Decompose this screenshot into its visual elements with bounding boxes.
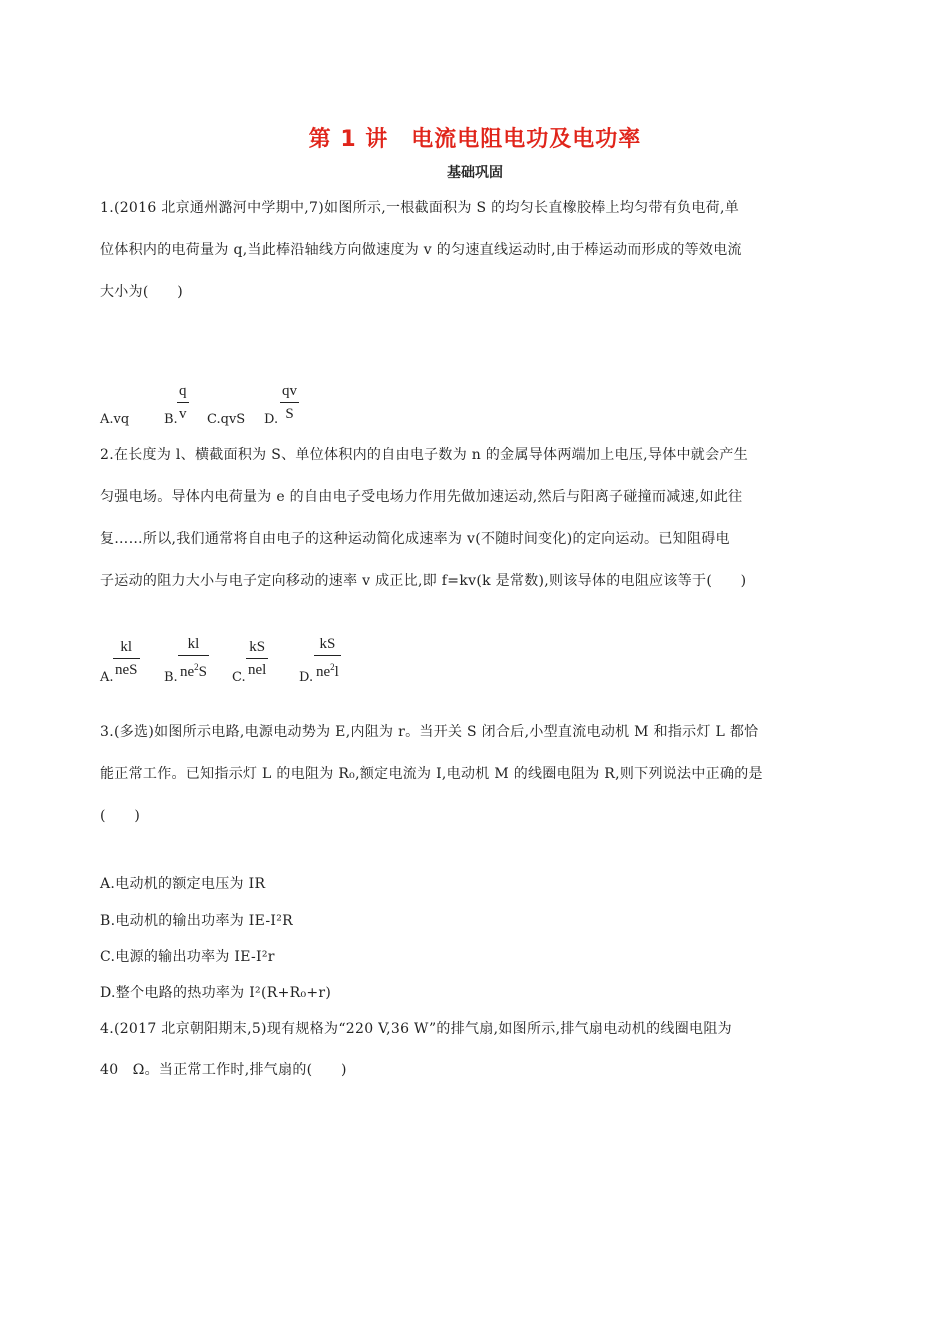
q1-text-line-3: 大小为( ) bbox=[100, 284, 184, 300]
fraction-numerator: kS bbox=[319, 636, 336, 652]
denominator-exponent: 2 bbox=[194, 662, 199, 672]
q2-option-c-fraction bbox=[246, 638, 268, 679]
page-title: 第 1 讲 电流电阻电功及电功率 bbox=[308, 127, 642, 152]
fraction-denominator: S bbox=[285, 406, 294, 422]
q2-option-d-fraction bbox=[314, 635, 341, 681]
fraction-numerator: kS bbox=[249, 639, 266, 655]
q3-option-d: D.整个电路的热功率为 I²(R+R₀+r) bbox=[100, 985, 332, 1001]
q2-option-b-fraction bbox=[178, 635, 209, 681]
q2-option-b-label: B. bbox=[164, 670, 178, 685]
q1-option-b-fraction bbox=[177, 382, 189, 423]
q3-option-a: A.电动机的额定电压为 IR bbox=[100, 876, 266, 892]
q2-text-line-4: 子运动的阻力大小与电子定向移动的速率 v 成正比,即 f=kv(k 是常数),则该导体的电阻应该等于( ) bbox=[100, 573, 747, 589]
q4-text-line-1: 4.(2017 北京朝阳期末,5)现有规格为“220 V,36 W”的排气扇,如图所示,排气扇电动机的线圈电阻为 bbox=[100, 1021, 732, 1037]
fraction-denominator: v bbox=[179, 406, 187, 422]
fraction-numerator: kl bbox=[187, 636, 200, 652]
q1-option-c: C.qvS bbox=[207, 412, 246, 427]
denominator-tail: S bbox=[198, 664, 208, 680]
fraction-numerator: kl bbox=[120, 639, 133, 655]
q2-text-line-1: 2.在长度为 l、横截面积为 S、单位体积内的自由电子数为 n 的金属导体两端加上电压,导体中就会产生 bbox=[100, 447, 748, 463]
fraction-numerator: q bbox=[179, 383, 187, 399]
fraction-bar bbox=[314, 655, 341, 656]
fraction-denominator bbox=[178, 658, 209, 681]
denominator-tail: l bbox=[334, 664, 339, 680]
q1-text-line-1: 1.(2016 北京通州潞河中学期中,7)如图所示,一根截面积为 S 的均匀长直橡胶棒上均匀带有负电荷,单 bbox=[100, 200, 740, 216]
fraction-denominator bbox=[314, 658, 341, 681]
q2-text-line-2: 匀强电场。导体内电荷量为 e 的自由电子受电场力作用先做加速运动,然后与阳离子碰撞而减速,如此往 bbox=[100, 489, 743, 505]
q4-text-line-2: 40 Ω。当正常工作时,排气扇的( ) bbox=[100, 1062, 347, 1078]
q1-option-b-label: B. bbox=[164, 412, 178, 427]
fraction-bar bbox=[246, 658, 268, 659]
q3-option-b: B.电动机的输出功率为 IE-I²R bbox=[100, 913, 294, 929]
q2-option-a-label: A. bbox=[100, 670, 114, 685]
fraction-denominator: neS bbox=[115, 662, 138, 678]
q1-option-d-fraction bbox=[280, 382, 299, 423]
q2-text-line-3: 复……所以,我们通常将自由电子的这种运动简化成速率为 v(不随时间变化)的定向运动。已知阻碍电 bbox=[100, 531, 730, 547]
q1-option-d-label: D. bbox=[264, 412, 279, 427]
q1-option-a: A.vq bbox=[100, 412, 130, 427]
fraction-bar bbox=[178, 655, 209, 656]
fraction-bar bbox=[113, 658, 140, 659]
q2-option-a-fraction bbox=[113, 638, 140, 679]
section-heading: 基础巩固 bbox=[447, 165, 503, 181]
q3-text-line-2: 能正常工作。已知指示灯 L 的电阻为 R₀,额定电流为 I,电动机 M 的线圈电阻为 R,则下列说法中正确的是 bbox=[100, 766, 763, 782]
q3-option-c: C.电源的输出功率为 IE-I²r bbox=[100, 949, 275, 965]
q1-text-line-2: 位体积内的电荷量为 q,当此棒沿轴线方向做速度为 v 的匀速直线运动时,由于棒运动而形成的等效电流 bbox=[100, 242, 742, 258]
denominator-exponent: 2 bbox=[330, 662, 335, 672]
q2-option-d-label: D. bbox=[299, 670, 314, 685]
denominator-base: ne bbox=[316, 664, 331, 680]
fraction-denominator: nel bbox=[248, 662, 267, 678]
denominator-base: ne bbox=[180, 664, 195, 680]
fraction-numerator: qv bbox=[282, 383, 297, 399]
q2-option-c-label: C. bbox=[232, 670, 246, 685]
q3-text-line-1: 3.(多选)如图所示电路,电源电动势为 E,内阻为 r。当开关 S 闭合后,小型直流电动机 M 和指示灯 L 都恰 bbox=[100, 724, 759, 740]
fraction-bar bbox=[280, 402, 299, 403]
q3-text-line-3: ( ) bbox=[100, 808, 141, 824]
fraction-bar bbox=[177, 402, 189, 403]
